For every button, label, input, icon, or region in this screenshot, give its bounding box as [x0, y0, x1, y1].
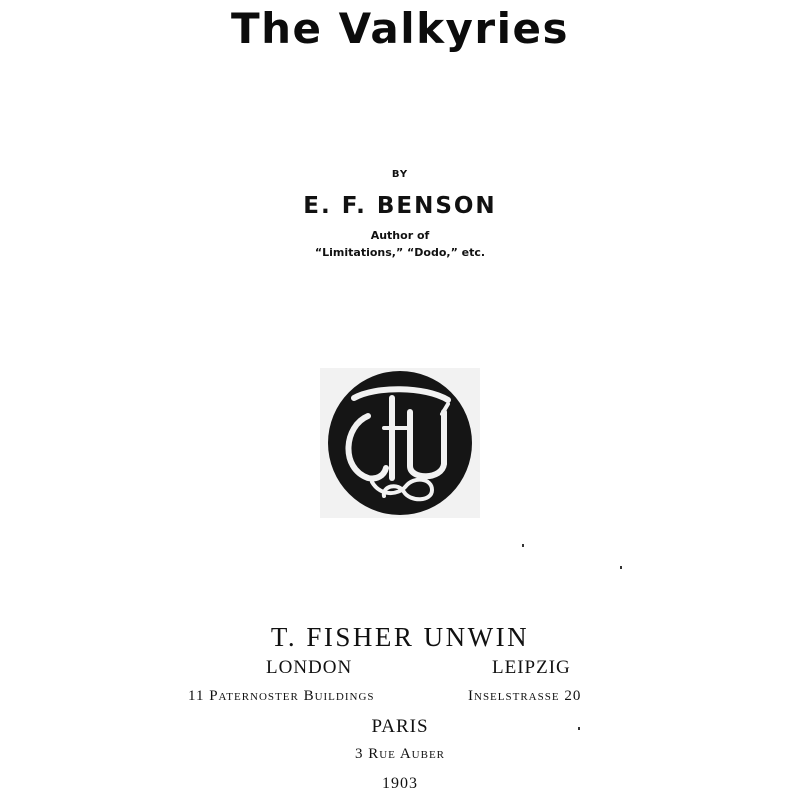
city-paris: PARIS: [371, 716, 429, 737]
city-leipzig: LEIPZIG: [492, 657, 571, 678]
previous-works: “Limitations,” “Dodo,” etc.: [314, 246, 486, 259]
publication-year: 1903: [382, 775, 418, 792]
leipzig-address: Inselstrasse 20: [468, 688, 582, 704]
author-of-label: Author of: [370, 229, 430, 242]
by-label: BY: [391, 169, 409, 180]
publisher-name: T. FISHER UNWIN: [270, 622, 530, 652]
author-name: E. F. BENSON: [303, 193, 497, 219]
london-address: 11 Paternoster Buildings: [188, 688, 375, 704]
city-london: LONDON: [266, 657, 353, 678]
publisher-monogram-icon: [320, 368, 480, 518]
scan-speck: [578, 727, 580, 730]
scan-speck: [620, 566, 622, 569]
publisher-emblem: [320, 368, 480, 518]
scan-speck: [522, 544, 524, 547]
book-title: The Valkyries: [230, 4, 569, 53]
paris-address: 3 Rue Auber: [354, 746, 445, 762]
